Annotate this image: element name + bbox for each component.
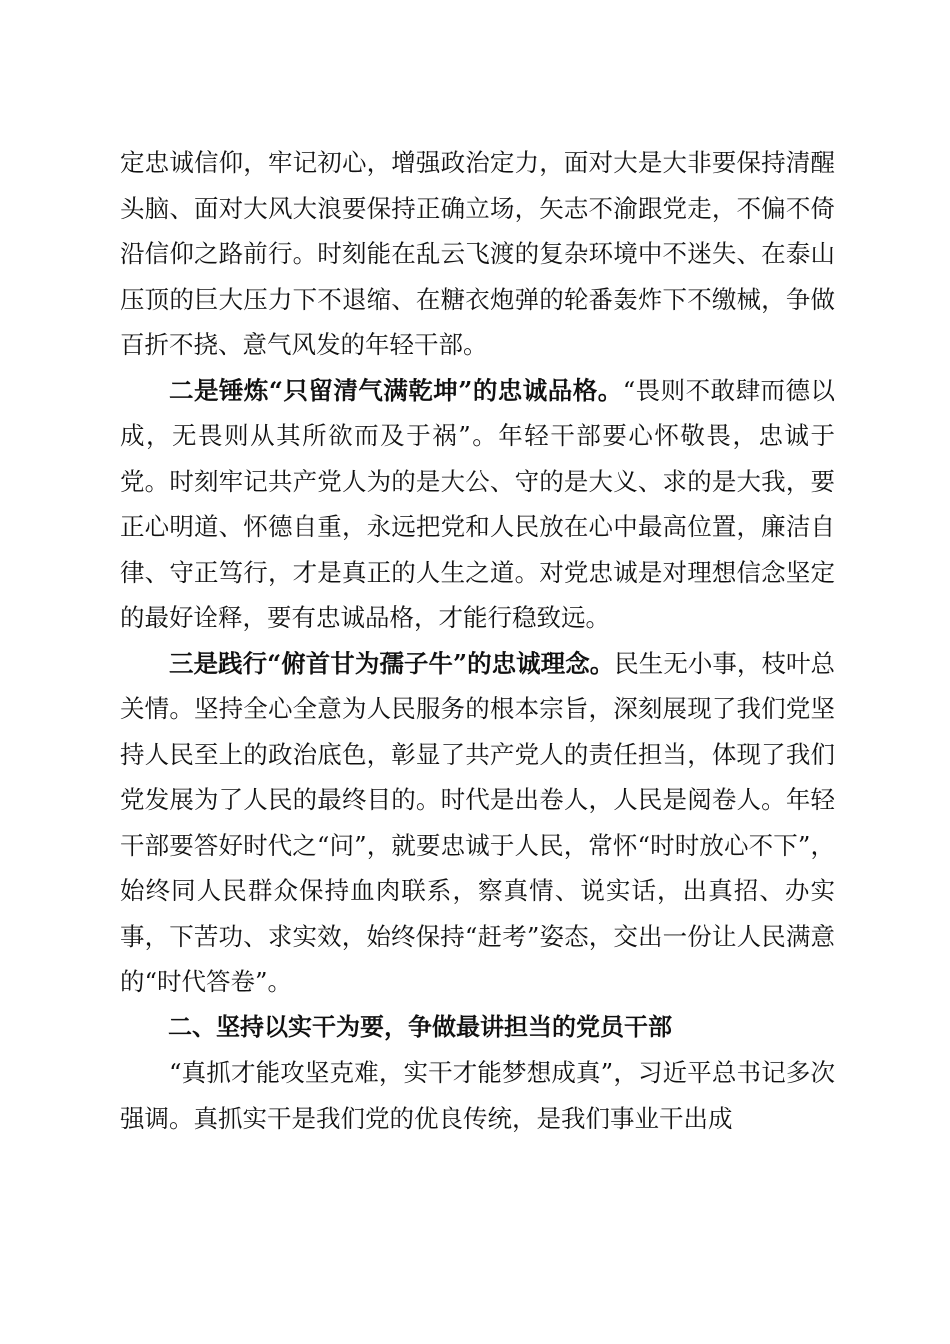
paragraph-lead: 二是锤炼“只留清气满乾坤”的忠诚品格。 <box>169 375 623 405</box>
paragraph-point-three <box>120 641 835 1005</box>
section-heading: 二、坚持以实干为要，争做最讲担当的党员干部 <box>168 1012 672 1041</box>
paragraph-lead: 三是践行“俯首甘为孺子牛”的忠诚理念。 <box>169 648 615 678</box>
paragraph-point-two <box>120 368 835 641</box>
paragraph-text: 定忠诚信仰，牢记初心，增强政治定力，面对大是大非要保持清醒头脑、面对大风大浪要保持正确立场，矢志不渝跟党走，不偏不倚沿信仰之路前行。时刻能在乱云飞渡的复杂环境中不迷失、在泰山压顶的巨大压力下不退缩、在糖衣炮弹的轮番轰炸下不缴械，争做百折不挠、意气风发的年轻干部。 <box>120 148 835 359</box>
paragraph-continuation <box>120 140 835 368</box>
paragraph-text: “畏则不敢肆而德以成，无畏则从其所欲而及于祸”。年轻干部要心怀敬畏，忠诚于党。时刻牢记共产党人为的是大公、守的是大义、求的是大我，要正心明道、怀德自重，永远把党和人民放在心中最高位置，廉洁自律、守正笃行，才是真正的人生之道。对党忠诚是对理想信念坚定的最好诠释，要有忠诚品格，才能行稳致远。 <box>120 375 835 632</box>
document-body <box>120 140 835 1141</box>
paragraph-closing: “真抓才能攻坚克难，实干才能梦想成真”，习近平总书记多次强调。真抓实干是我们党的优良传统，是我们事业干出成 <box>120 1058 835 1133</box>
paragraph-text: 民生无小事，枝叶总关情。坚持全心全意为人民服务的根本宗旨，深刻展现了我们党坚持人民至上的政治底色，彰显了共产党人的责任担当，体现了我们党发展为了人民的最终目的。时代是出卷人，人民是阅卷人。年轻干部要答好时代之“问”，就要忠诚于人民，常怀“时时放心不下”，始终同人民群众保持血肉联系，察真情、说实话，出真招、办实事，下苦功、求实效，始终保持“赶考”姿态，交出一份让人民满意的“时代答卷”。 <box>120 648 836 996</box>
